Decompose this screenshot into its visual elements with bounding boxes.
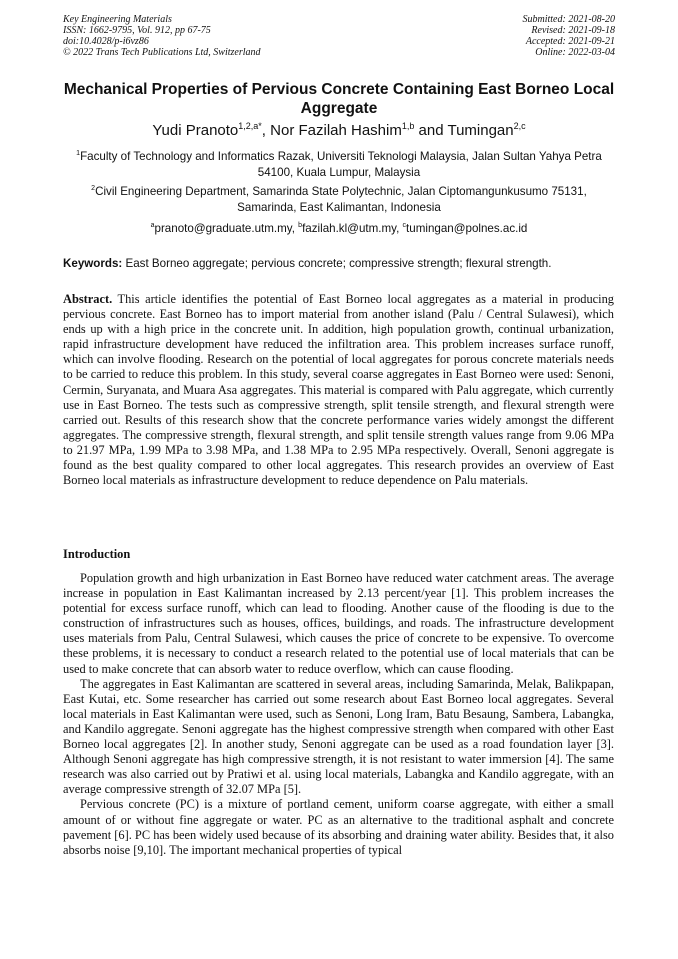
- abstract-label: Abstract.: [63, 292, 113, 306]
- journal-issn: ISSN: 1662-9795, Vol. 912, pp 67-75: [63, 25, 211, 36]
- affiliation-2: [63, 184, 615, 216]
- paragraph: Pervious concrete (PC) is a mixture of portland cement, uniform coarse aggregate, with either a small amount of or without fine aggregate or water. PC as an alternative to the traditional asphalt and concrete pavement [6]. PC has been widely used because of its absorbing and draining water ability. Besides that, it also absorbs noise [9,10]. The important mechanical properties of typical: [63, 797, 614, 857]
- paper-title: Mechanical Properties of Pervious Concrete Containing East Borneo Local Aggregate: [63, 81, 615, 117]
- revised-date: Revised: 2021-09-18: [531, 25, 615, 36]
- section-heading-introduction: Introduction: [63, 547, 131, 561]
- submitted-date: Submitted: 2021-08-20: [522, 14, 615, 25]
- accepted-date: Accepted: 2021-09-21: [525, 36, 615, 47]
- author-list: [63, 122, 615, 140]
- keywords-label: Keywords:: [63, 257, 123, 270]
- journal-info: [63, 14, 261, 58]
- author-name: Yudi Pranoto: [152, 122, 239, 139]
- abstract: [63, 292, 614, 488]
- journal-copyright: © 2022 Trans Tech Publications Ltd, Switzerland: [63, 47, 261, 58]
- author-separator: and: [414, 122, 448, 139]
- paragraph: Population growth and high urbanization in East Borneo have reduced water catchment areas. The average increase in population in East Kalimantan increased by 2.13 percent/year [1]. This problem increases the potential for excess surface runoff, which can lead to flooding. Another cause of the flooding is due to the construction of infrastructures such as houses, offices, buildings, and roads. The infrastructure development uses materials from Palu, Central Sulawesi, which causes the price of concrete to be expensive. To overcome these problems, it is necessary to conduct a research related to the potential use of local materials that can be used to make concrete that can absorb water to reduce overflow, which can cause flooding.: [63, 571, 614, 676]
- affiliation-text: Civil Engineering Department, Samarinda State Polytechnic, Jalan Ciptomangunkusumo 75131, Samarinda, East Kalimantan, Indonesia: [95, 185, 587, 214]
- email-address: pranoto@graduate.utm.my,: [154, 222, 299, 235]
- author-affiliation-marker: 1,2,a*: [238, 121, 262, 131]
- online-date: Online: 2022-03-04: [535, 47, 615, 58]
- email-marker: c: [402, 222, 407, 229]
- email-address: tumingan@polnes.ac.id: [406, 222, 528, 235]
- author-name: Nor Fazilah Hashim: [270, 122, 402, 139]
- affiliation-marker: 1: [76, 150, 81, 157]
- author-affiliation-marker: 1,b: [401, 121, 415, 131]
- affiliation-1: [63, 149, 615, 181]
- affiliation-text: Faculty of Technology and Informatics Razak, Universiti Teknologi Malaysia, Jalan Sultan Yahya Petra 54100, Kuala Lumpur, Malaysia: [80, 150, 602, 179]
- author-name: Tumingan: [447, 122, 514, 139]
- affiliation-marker: 2: [91, 185, 96, 192]
- introduction-body: [63, 571, 614, 858]
- keywords: [63, 256, 623, 271]
- email-marker: b: [298, 222, 303, 229]
- publication-dates: [523, 14, 616, 58]
- paragraph: The aggregates in East Kalimantan are scattered in several areas, including Samarinda, Melak, Balikpapan, East Kutai, etc. Some researcher has carried out some research about East Borneo local aggregates. Several local materials in East Kalimantan were used, such as Senoni, Long Iram, Batu Besaung, Sambera, Labangka, and Kandilo aggregate. Senoni aggregate has the highest compressive strength when compared with other East Borneo local aggregates [2]. In another study, Senoni aggregate can be used as a road foundation layer [3]. Although Senoni aggregate has high compressive strength, it is not resistant to water immersion [4]. The same research was also carried out by Pratiwi et al. using local materials, Labangka and Kandilo aggregate, with an average compressive strength of 32.07 MPa [5].: [63, 676, 614, 797]
- email-address: fazilah.kl@utm.my,: [302, 222, 403, 235]
- author-affiliation-marker: 2,c: [513, 121, 526, 131]
- journal-name: Key Engineering Materials: [63, 14, 172, 25]
- abstract-text: This article identifies the potential of East Borneo local aggregates as a material in producing pervious concrete. East Borneo has to import material from another island (Palu / Central Sulawesi), which ends up with a high price in the concrete unit. In addition, high population growth, continual urbanization, rapid infrastructure development have reduced the infiltration area. This problem increases surface runoff, which can involve flooding. Research on the potential of local aggregates for porous concrete materials needs to be carried to reduce this problem. In this study, several coarse aggregates in East Borneo were used: Senoni, Cermin, Suryanata, and Muara Asa aggregates. This material is compared with Palu aggregate, which currently use in East Borneo. The tests such as compressive strength, split tensile strength, and flexural strength were carried out. Results of this research show that the concrete performance varies widely amongst the different aggregates. The compressive strength, flexural strength, and split tensile strength values range from 9.06 MPa to 21.97 MPa, 1.99 MPa to 3.98 MPa, and 1.38 MPa to 2.95 MPa respectively. Overall, Senoni aggregate is found as the best quality compared to other local aggregates. This research provides an overview of East Borneo local materials as infrastructure development to reduce dependence on Palu materials.: [63, 292, 614, 488]
- author-emails: [63, 221, 615, 236]
- keywords-text: East Borneo aggregate; pervious concrete; compressive strength; flexural strength.: [122, 257, 552, 270]
- email-marker: a: [150, 222, 155, 229]
- author-separator: ,: [261, 122, 271, 139]
- journal-doi: doi:10.4028/p-i6vz86: [63, 36, 149, 47]
